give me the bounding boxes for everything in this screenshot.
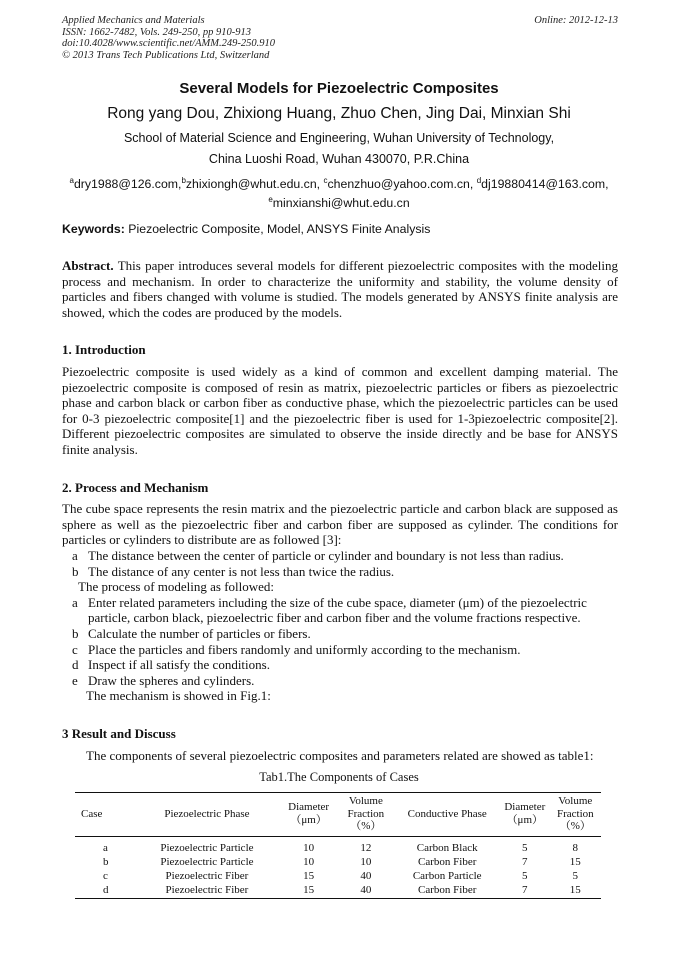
affiliation-line-2: China Luoshi Road, Wuhan 430070, P.R.China <box>208 152 470 166</box>
cell-volume-fraction: 5 <box>572 869 579 882</box>
email-c[interactable]: chenzhuo@yahoo.com.cn, <box>327 177 477 192</box>
cell-conductive-phase: Carbon Black <box>416 841 478 854</box>
email-superscript: e <box>268 195 273 205</box>
header-line: Fraction <box>347 807 385 820</box>
col-header-diameter <box>280 793 337 837</box>
list-item-text: Inspect if all satisfy the conditions. <box>88 657 270 673</box>
header-line: （%） <box>559 820 591 832</box>
journal-header <box>62 15 618 61</box>
components-table <box>75 792 601 899</box>
table-row <box>75 869 601 883</box>
keywords-label: Keywords: <box>62 222 125 236</box>
header-line: Volume <box>348 795 383 807</box>
results-text: The components of several piezoelectric composites and parameters related are showed as table1: <box>86 748 594 763</box>
email-a[interactable]: dry1988@126.com, <box>73 177 182 192</box>
list-item-text: Calculate the number of particles or fibers. <box>88 625 311 641</box>
header-line: Volume <box>558 795 593 807</box>
list-item <box>62 564 618 580</box>
header-line: Fraction <box>556 807 594 820</box>
list-item-text: Enter related parameters including the size of the cube space, diameter (μm) of the piezoelectric particle, carbon black, piezoelectric fiber and carbon fiber and the volume fractions respective. <box>88 594 587 626</box>
table-row <box>75 855 601 869</box>
author-list: Rong yang Dou, Zhixiong Huang, Zhuo Chen, Jing Dai, Minxian Shi <box>107 105 571 122</box>
list-marker: d <box>72 657 79 673</box>
keywords-text: Piezoelectric Composite, Model, ANSYS Finite Analysis <box>124 222 431 236</box>
email-superscript: c <box>323 176 328 185</box>
cell-volume-fraction: 8 <box>572 841 579 854</box>
cell-conductive-phase: Carbon Fiber <box>418 855 477 868</box>
header-line: Diameter <box>288 801 330 814</box>
email-superscript: d <box>476 176 482 185</box>
section-heading-introduction: 1. Introduction <box>62 342 146 357</box>
section-heading-results: 3 Result and Discuss <box>62 726 176 741</box>
journal-name: Applied Mechanics and Materials <box>62 15 205 26</box>
email-e[interactable]: minxianshi@whut.edu.cn <box>272 196 410 211</box>
col-header-volume-fraction <box>337 793 394 837</box>
conditions-and-steps <box>62 548 618 704</box>
col-header-conductive-phase: Conductive Phase <box>394 793 500 837</box>
cell-diameter: 5 <box>522 869 528 882</box>
cell-diameter: 7 <box>500 883 550 899</box>
list-item-text: The distance between the center of particle or cylinder and boundary is not less than radius. <box>88 548 564 563</box>
list-marker: a <box>72 548 78 563</box>
cell-case: b <box>103 855 109 868</box>
header-line: （%） <box>350 820 382 832</box>
cell-piezoelectric-phase: Piezoelectric Particle <box>160 841 254 854</box>
cell-volume-fraction: 40 <box>337 883 394 899</box>
col-header-volume-fraction <box>550 793 601 837</box>
cell-piezoelectric-phase: Piezoelectric Particle <box>160 855 254 868</box>
header-line: Diameter <box>504 801 546 814</box>
author-emails <box>40 173 638 211</box>
paper-title: Several Models for Piezoelectric Composites <box>179 80 499 97</box>
process-intro: The process of modeling as followed: <box>78 579 275 595</box>
header-line: （μm） <box>290 813 327 826</box>
abstract <box>62 258 618 320</box>
online-date: Online: 2012-12-13 <box>534 15 618 26</box>
affiliation-line-1: School of Material Science and Engineering, Wuhan University of Technology, <box>123 131 555 145</box>
cell-case: d <box>75 883 134 899</box>
copyright-line: © 2013 Trans Tech Publications Ltd, Switzerland <box>62 49 270 61</box>
list-marker: b <box>72 563 79 579</box>
list-item-text: Draw the spheres and cylinders. <box>88 672 255 688</box>
cell-diameter: 10 <box>303 841 315 854</box>
table-row <box>75 883 601 899</box>
list-marker: b <box>72 625 79 641</box>
list-item-text: The distance of any center is not less than twice the radius. <box>88 563 395 579</box>
table-row <box>75 836 601 855</box>
email-superscript: a <box>69 176 74 185</box>
cell-volume-fraction: 15 <box>569 855 581 868</box>
cell-piezoelectric-phase: Piezoelectric Fiber <box>165 869 249 882</box>
cell-case: a <box>103 841 108 854</box>
cell-volume-fraction: 40 <box>360 869 372 882</box>
list-marker: a <box>72 594 78 610</box>
list-item <box>62 548 618 564</box>
doi-line: doi:10.4028/www.scientific.net/AMM.249-250.910 <box>62 38 275 49</box>
abstract-text: This paper introduces several models for different piezoelectric composites with the modeling process and mechanism. In order to characterize the uniformity and stability, the volume density of particles and fibers changed with volume is studied. The models generated by ANSYS finite analysis are showed, which the codes are produced by the models. <box>62 258 618 320</box>
cell-volume-fraction: 12 <box>360 841 372 854</box>
cell-diameter: 5 <box>522 841 528 854</box>
list-item <box>62 595 618 626</box>
cell-piezoelectric-phase: Piezoelectric Fiber <box>134 883 280 899</box>
issn-line: ISSN: 1662-7482, Vols. 249-250, pp 910-913 <box>62 26 251 38</box>
cell-diameter: 10 <box>303 855 315 868</box>
col-header-piezoelectric-phase: Piezoelectric Phase <box>134 793 280 837</box>
list-marker: c <box>72 641 78 657</box>
cell-conductive-phase: Carbon Particle <box>412 869 482 882</box>
cell-case: c <box>103 869 108 882</box>
list-item <box>62 626 618 642</box>
cell-diameter: 15 <box>280 883 337 899</box>
list-item <box>62 642 618 658</box>
keywords <box>62 222 618 236</box>
cell-volume-fraction: 10 <box>360 855 372 868</box>
header-line: （μm） <box>506 813 544 826</box>
list-marker: e <box>72 672 78 688</box>
email-d[interactable]: dj19880414@163.com, <box>481 177 609 192</box>
cell-conductive-phase: Carbon Fiber <box>394 883 500 899</box>
list-item <box>62 673 618 689</box>
email-superscript: b <box>181 176 186 185</box>
col-header-diameter <box>500 793 550 837</box>
cell-diameter: 7 <box>522 855 528 868</box>
mechanism-closing: The mechanism is showed in Fig.1: <box>86 688 271 704</box>
table-caption: Tab1.The Components of Cases <box>259 770 419 784</box>
introduction-text: Piezoelectric composite is used widely as a kind of common and excellent damping material. The piezoelectric composite is composed of resin as matrix, piezoelectric particles or fibers as piezoelectric phase and carbon black or carbon fiber as conductive phase, which the piezoelectric particles can be used for 0-3 piezoelectric composite[1] and the piezoelectric fiber is used for 1-3piezoelectric composite[2]. Different piezoelectric composites are simulated to observe the inside directly and be base for ANSYS finite analysis. <box>62 364 618 457</box>
cell-diameter: 15 <box>303 869 315 882</box>
abstract-label: Abstract. <box>62 258 114 273</box>
section-heading-process: 2. Process and Mechanism <box>62 480 209 495</box>
col-header-case: Case <box>75 793 134 837</box>
list-item <box>62 657 618 673</box>
process-text: The cube space represents the resin matrix and the piezoelectric particle and carbon black are supposed as sphere as well as the piezoelectric fiber and carbon fiber are supposed as cylinder. The conditions for particles or cylinders to distribute are as followed [3]: <box>62 501 618 548</box>
cell-volume-fraction: 15 <box>550 883 601 899</box>
table-header-row <box>75 793 601 837</box>
email-b[interactable]: zhixiongh@whut.edu.cn, <box>185 177 324 192</box>
list-item-text: Place the particles and fibers randomly and uniformly according to the mechanism. <box>88 641 521 657</box>
